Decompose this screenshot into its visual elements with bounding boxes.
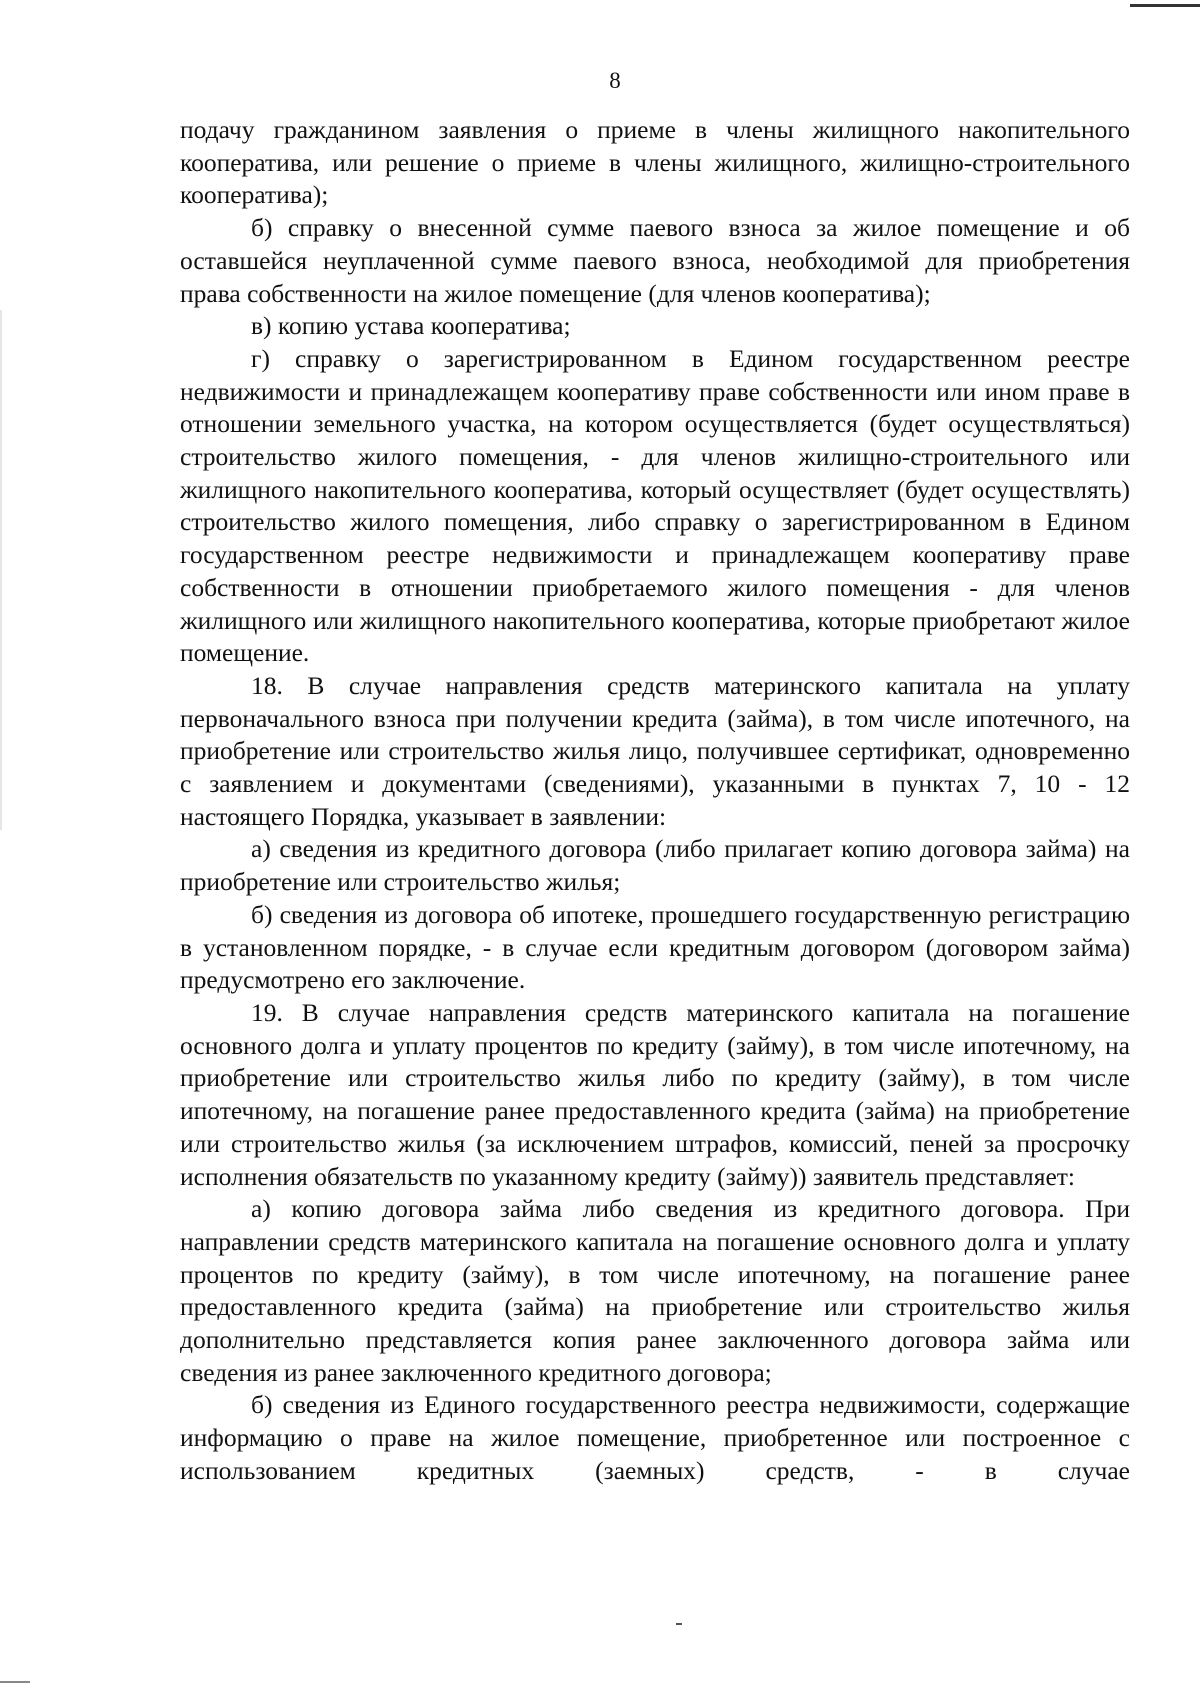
- paragraph: а) сведения из кредитного договора (либо прилагает копию договора займа) на приобретение или строительство жилья;: [180, 834, 1130, 897]
- paragraph: б) справку о внесенной сумме паевого взноса за жилое помещение и об оставшейся неуплаченной сумме паевого взноса, необходимой для приобретения права собственности на жилое помещение (для членов кооператива);: [180, 213, 1130, 308]
- scan-speck: [676, 1623, 682, 1625]
- paragraph: 19. В случае направления средств материнского капитала на погашение основного долга и уплату процентов по кредиту (займу), в том числе ипотечному, на приобретение или строительство жилья либо по кредиту (займу), в том числе ипотечному, на погашение ранее предоставленного кредита (займа) на приобретение или строительство жилья (за исключением штрафов, комиссий, пеней за просрочку исполнения обязательств по указанному кредиту (займу)) заявитель представляет:: [180, 997, 1130, 1191]
- page-number: 8: [609, 68, 621, 93]
- scan-corner-mark: [1130, 4, 1200, 7]
- paragraph: в) копию устава кооператива;: [251, 311, 571, 341]
- scan-bottom-mark: [0, 1681, 30, 1683]
- paragraph: г) справку о зарегистрированном в Едином государственном реестре недвижимости и принадлежащем кооперативу праве собственности или ином праве в отношении земельного участка, на котором осуществляется (будет осуществляться) строительство жилого помещения, - для членов жилищно-строительного или жилищного накопительного кооператива, который осуществляет (будет осуществлять) строительство жилого помещения, либо справку о зарегистрированном в Едином государственном реестре недвижимости и принадлежащем кооперативу праве собственности в отношении приобретаемого жилого помещения - для членов жилищного или жилищного накопительного кооператива, которые приобретают жилое помещение.: [180, 343, 1130, 668]
- paragraph: б) сведения из Единого государственного реестра недвижимости, содержащие информацию о праве на жилое помещение, приобретенное или построенное с использованием кредитных (заемных) средств, - в случае: [180, 1390, 1130, 1485]
- document-body: [180, 114, 1130, 1488]
- paragraph: подачу гражданином заявления о приеме в члены жилищного накопительного кооператива, или решение о приеме в члены жилищного, жилищно-строительного кооператива);: [180, 115, 1130, 210]
- paragraph: 18. В случае направления средств материнского капитала на уплату первоначального взноса при получении кредита (займа), в том числе ипотечного, на приобретение или строительство жилья лицо, получившее сертификат, одновременно с заявлением и документами (сведениями), указанными в пунктах 7, 10 - 12 настоящего Порядка, указывает в заявлении:: [180, 670, 1130, 831]
- paragraph: а) копию договора займа либо сведения из кредитного договора. При направлении средств материнского капитала на погашение основного долга и уплату процентов по кредиту (займу), в том числе ипотечному, на погашение ранее предоставленного кредита (займа) на приобретение или строительство жилья дополнительно представляется копия ранее заключенного договора займа или сведения из ранее заключенного кредитного договора;: [180, 1194, 1130, 1387]
- scan-edge-shadow: [0, 310, 2, 830]
- paragraph: б) сведения из договора об ипотеке, прошедшего государственную регистрацию в установленном порядке, - в случае если кредитным договором (договором займа) предусмотрено его заключение.: [180, 899, 1130, 995]
